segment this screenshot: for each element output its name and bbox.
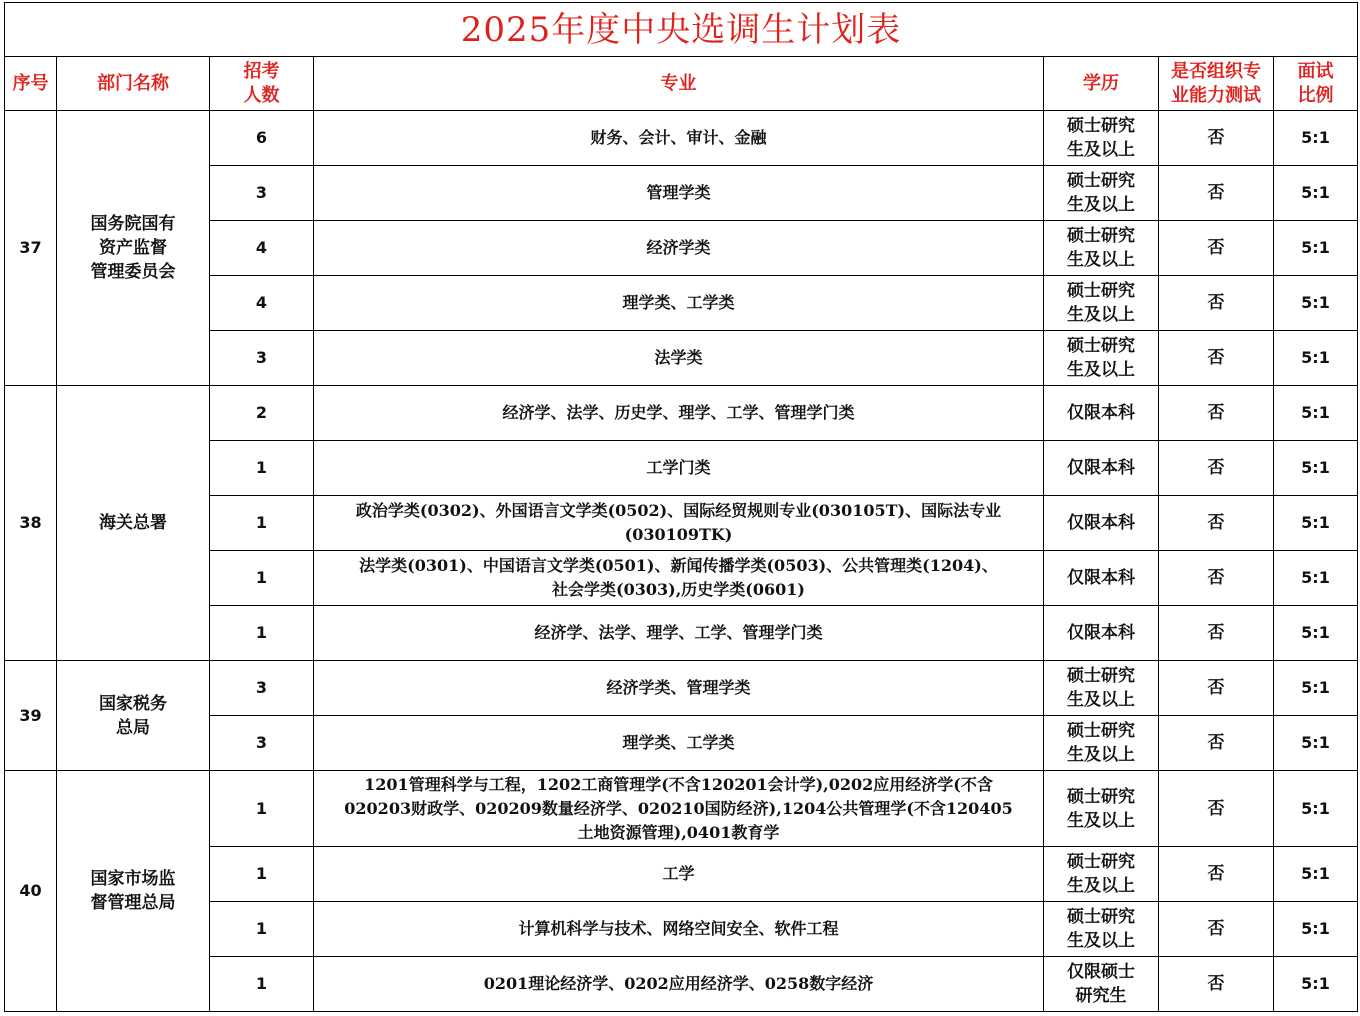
test-cell: 否	[1159, 221, 1274, 276]
test-cell: 否	[1159, 276, 1274, 331]
major-cell	[314, 441, 1044, 496]
header-edu: 学历	[1044, 57, 1159, 111]
test-cell: 否	[1159, 551, 1274, 606]
major-line: 0201理论经济学、0202应用经济学、0258数字经济	[483, 974, 874, 993]
plan-table	[4, 2, 1358, 1012]
test-cell: 否	[1159, 111, 1274, 166]
edu-line: 生及以上	[1067, 745, 1135, 765]
seq-cell: 38	[5, 386, 57, 661]
count-cell: 1	[210, 847, 314, 902]
major-line: 经济学、法学、理学、工学、管理学门类	[534, 623, 823, 642]
header-count-line1: 招考	[243, 60, 280, 82]
header-test-line1: 是否组织专	[1171, 60, 1261, 82]
edu-line: 生及以上	[1067, 690, 1135, 710]
major-line: 理学类、工学类	[622, 293, 735, 312]
test-cell: 否	[1159, 441, 1274, 496]
edu-line: 硕士研究	[1067, 666, 1135, 686]
major-line: 理学类、工学类	[622, 733, 735, 752]
major-line: 计算机科学与技术、网络空间安全、软件工程	[518, 919, 839, 938]
count-cell: 1	[210, 606, 314, 661]
edu-line: 生及以上	[1067, 140, 1135, 160]
major-line: 工学	[662, 864, 695, 883]
major-cell	[314, 111, 1044, 166]
dept-line: 管理委员会	[90, 262, 176, 282]
dept-line: 海关总署	[99, 513, 167, 533]
ratio-cell: 5:1	[1274, 902, 1358, 957]
ratio-cell: 5:1	[1274, 606, 1358, 661]
edu-line: 仅限硕士	[1067, 962, 1135, 982]
ratio-cell: 5:1	[1274, 441, 1358, 496]
edu-line: 生及以上	[1067, 876, 1135, 896]
dept-cell	[57, 386, 210, 661]
edu-cell	[1044, 441, 1159, 496]
edu-cell	[1044, 902, 1159, 957]
count-cell: 1	[210, 551, 314, 606]
edu-line: 仅限本科	[1067, 513, 1135, 533]
major-line: 政治学类(0302)、外国语言文学类(0502)、国际经贸规则专业(030105T)、国际法专业	[355, 501, 1002, 520]
major-line: 工学门类	[646, 458, 711, 477]
ratio-cell: 5:1	[1274, 771, 1358, 847]
dept-line: 国家市场监	[90, 869, 176, 889]
edu-cell	[1044, 221, 1159, 276]
major-cell	[314, 661, 1044, 716]
dept-line: 总局	[116, 717, 150, 738]
test-cell: 否	[1159, 166, 1274, 221]
test-cell: 否	[1159, 496, 1274, 551]
major-line: 经济学类、管理学类	[606, 678, 751, 697]
table-row	[5, 111, 1358, 166]
header-dept: 部门名称	[57, 57, 210, 111]
test-cell: 否	[1159, 771, 1274, 847]
edu-line: 硕士研究	[1067, 226, 1135, 246]
count-cell: 1	[210, 902, 314, 957]
test-cell: 否	[1159, 661, 1274, 716]
major-line: 管理学类	[646, 183, 711, 202]
edu-line: 生及以上	[1067, 305, 1135, 325]
ratio-cell: 5:1	[1274, 331, 1358, 386]
edu-line: 硕士研究	[1067, 336, 1135, 356]
edu-line: 硕士研究	[1067, 281, 1135, 301]
edu-cell	[1044, 957, 1159, 1012]
count-cell: 1	[210, 957, 314, 1012]
ratio-cell: 5:1	[1274, 276, 1358, 331]
count-cell: 6	[210, 111, 314, 166]
major-line: 法学类	[654, 348, 703, 367]
major-line: 1201管理科学与工程，1202工商管理学(不含120201会计学),0202应用经济学(不含	[364, 774, 993, 794]
table-row	[5, 771, 1358, 847]
major-cell	[314, 716, 1044, 771]
dept-cell	[57, 771, 210, 1012]
edu-line: 硕士研究	[1067, 116, 1135, 136]
major-cell	[314, 957, 1044, 1012]
edu-line: 硕士研究	[1067, 907, 1135, 927]
count-cell: 3	[210, 661, 314, 716]
major-line: 法学类(0301)、中国语言文学类(0501)、新闻传播学类(0503)、公共管理类(1204)、	[359, 556, 998, 575]
edu-line: 硕士研究	[1067, 171, 1135, 191]
seq-cell: 37	[5, 111, 57, 386]
ratio-cell: 5:1	[1274, 957, 1358, 1012]
edu-cell	[1044, 276, 1159, 331]
edu-line: 仅限本科	[1067, 568, 1135, 588]
ratio-cell: 5:1	[1274, 716, 1358, 771]
edu-cell	[1044, 111, 1159, 166]
count-cell: 4	[210, 276, 314, 331]
dept-cell	[57, 661, 210, 771]
count-cell: 1	[210, 771, 314, 847]
major-cell	[314, 606, 1044, 661]
edu-line: 仅限本科	[1067, 458, 1135, 478]
major-line: 财务、会计、审计、金融	[590, 128, 767, 147]
ratio-cell: 5:1	[1274, 221, 1358, 276]
edu-line: 仅限本科	[1067, 403, 1135, 423]
table-row	[5, 386, 1358, 441]
major-cell	[314, 276, 1044, 331]
major-line: 020203财政学、020209数量经济学、020210国防经济),1204公共管理学(不含120405	[344, 798, 1013, 818]
dept-line: 国务院国有	[90, 214, 176, 234]
seq-cell: 40	[5, 771, 57, 1012]
edu-cell	[1044, 716, 1159, 771]
count-cell: 2	[210, 386, 314, 441]
header-ratio-line1: 面试	[1297, 60, 1334, 82]
table-body	[5, 111, 1358, 1012]
edu-cell	[1044, 606, 1159, 661]
edu-cell	[1044, 771, 1159, 847]
edu-cell	[1044, 847, 1159, 902]
ratio-cell: 5:1	[1274, 111, 1358, 166]
major-cell	[314, 496, 1044, 551]
major-cell	[314, 551, 1044, 606]
edu-line: 研究生	[1075, 986, 1127, 1006]
major-line: 土地资源管理),0401教育学	[577, 822, 780, 842]
major-cell	[314, 221, 1044, 276]
table-title: 2025年度中央选调生计划表	[5, 3, 1358, 57]
table-row	[5, 661, 1358, 716]
dept-line: 国家税务	[99, 693, 167, 714]
major-line: 社会学类(0303),历史学类(0601)	[552, 580, 805, 599]
count-cell: 3	[210, 331, 314, 386]
header-count	[210, 57, 314, 111]
count-cell: 1	[210, 496, 314, 551]
edu-cell	[1044, 551, 1159, 606]
count-cell: 1	[210, 441, 314, 496]
header-ratio-line2: 比例	[1297, 84, 1334, 106]
edu-line: 仅限本科	[1067, 623, 1135, 643]
header-test	[1159, 57, 1274, 111]
count-cell: 3	[210, 166, 314, 221]
test-cell: 否	[1159, 716, 1274, 771]
ratio-cell: 5:1	[1274, 847, 1358, 902]
header-ratio	[1274, 57, 1358, 111]
edu-line: 硕士研究	[1067, 852, 1135, 872]
header-row	[5, 57, 1358, 111]
major-cell	[314, 847, 1044, 902]
major-cell	[314, 331, 1044, 386]
dept-cell	[57, 111, 210, 386]
edu-line: 硕士研究	[1067, 786, 1135, 807]
edu-line: 生及以上	[1067, 931, 1135, 951]
edu-cell	[1044, 166, 1159, 221]
header-major: 专业	[314, 57, 1044, 111]
edu-cell	[1044, 331, 1159, 386]
test-cell: 否	[1159, 331, 1274, 386]
test-cell: 否	[1159, 902, 1274, 957]
edu-cell	[1044, 386, 1159, 441]
major-line: 经济学类	[646, 238, 711, 257]
edu-line: 硕士研究	[1067, 721, 1135, 741]
dept-line: 督管理总局	[90, 893, 176, 913]
header-count-line2: 人数	[243, 84, 280, 106]
edu-line: 生及以上	[1067, 250, 1135, 270]
ratio-cell: 5:1	[1274, 166, 1358, 221]
major-line: 经济学、法学、历史学、理学、工学、管理学门类	[502, 403, 855, 422]
major-cell	[314, 166, 1044, 221]
test-cell: 否	[1159, 847, 1274, 902]
test-cell: 否	[1159, 606, 1274, 661]
major-cell	[314, 771, 1044, 847]
edu-cell	[1044, 496, 1159, 551]
ratio-cell: 5:1	[1274, 661, 1358, 716]
ratio-cell: 5:1	[1274, 551, 1358, 606]
seq-cell: 39	[5, 661, 57, 771]
count-cell: 4	[210, 221, 314, 276]
test-cell: 否	[1159, 957, 1274, 1012]
edu-line: 生及以上	[1067, 195, 1135, 215]
header-test-line2: 业能力测试	[1171, 84, 1261, 106]
dept-line: 资产监督	[99, 238, 167, 258]
ratio-cell: 5:1	[1274, 496, 1358, 551]
edu-cell	[1044, 661, 1159, 716]
major-line: (030109TK)	[624, 525, 733, 544]
major-cell	[314, 902, 1044, 957]
major-cell	[314, 386, 1044, 441]
count-cell: 3	[210, 716, 314, 771]
test-cell: 否	[1159, 386, 1274, 441]
edu-line: 生及以上	[1067, 360, 1135, 380]
ratio-cell: 5:1	[1274, 386, 1358, 441]
header-seq: 序号	[5, 57, 57, 111]
edu-line: 生及以上	[1067, 810, 1135, 831]
